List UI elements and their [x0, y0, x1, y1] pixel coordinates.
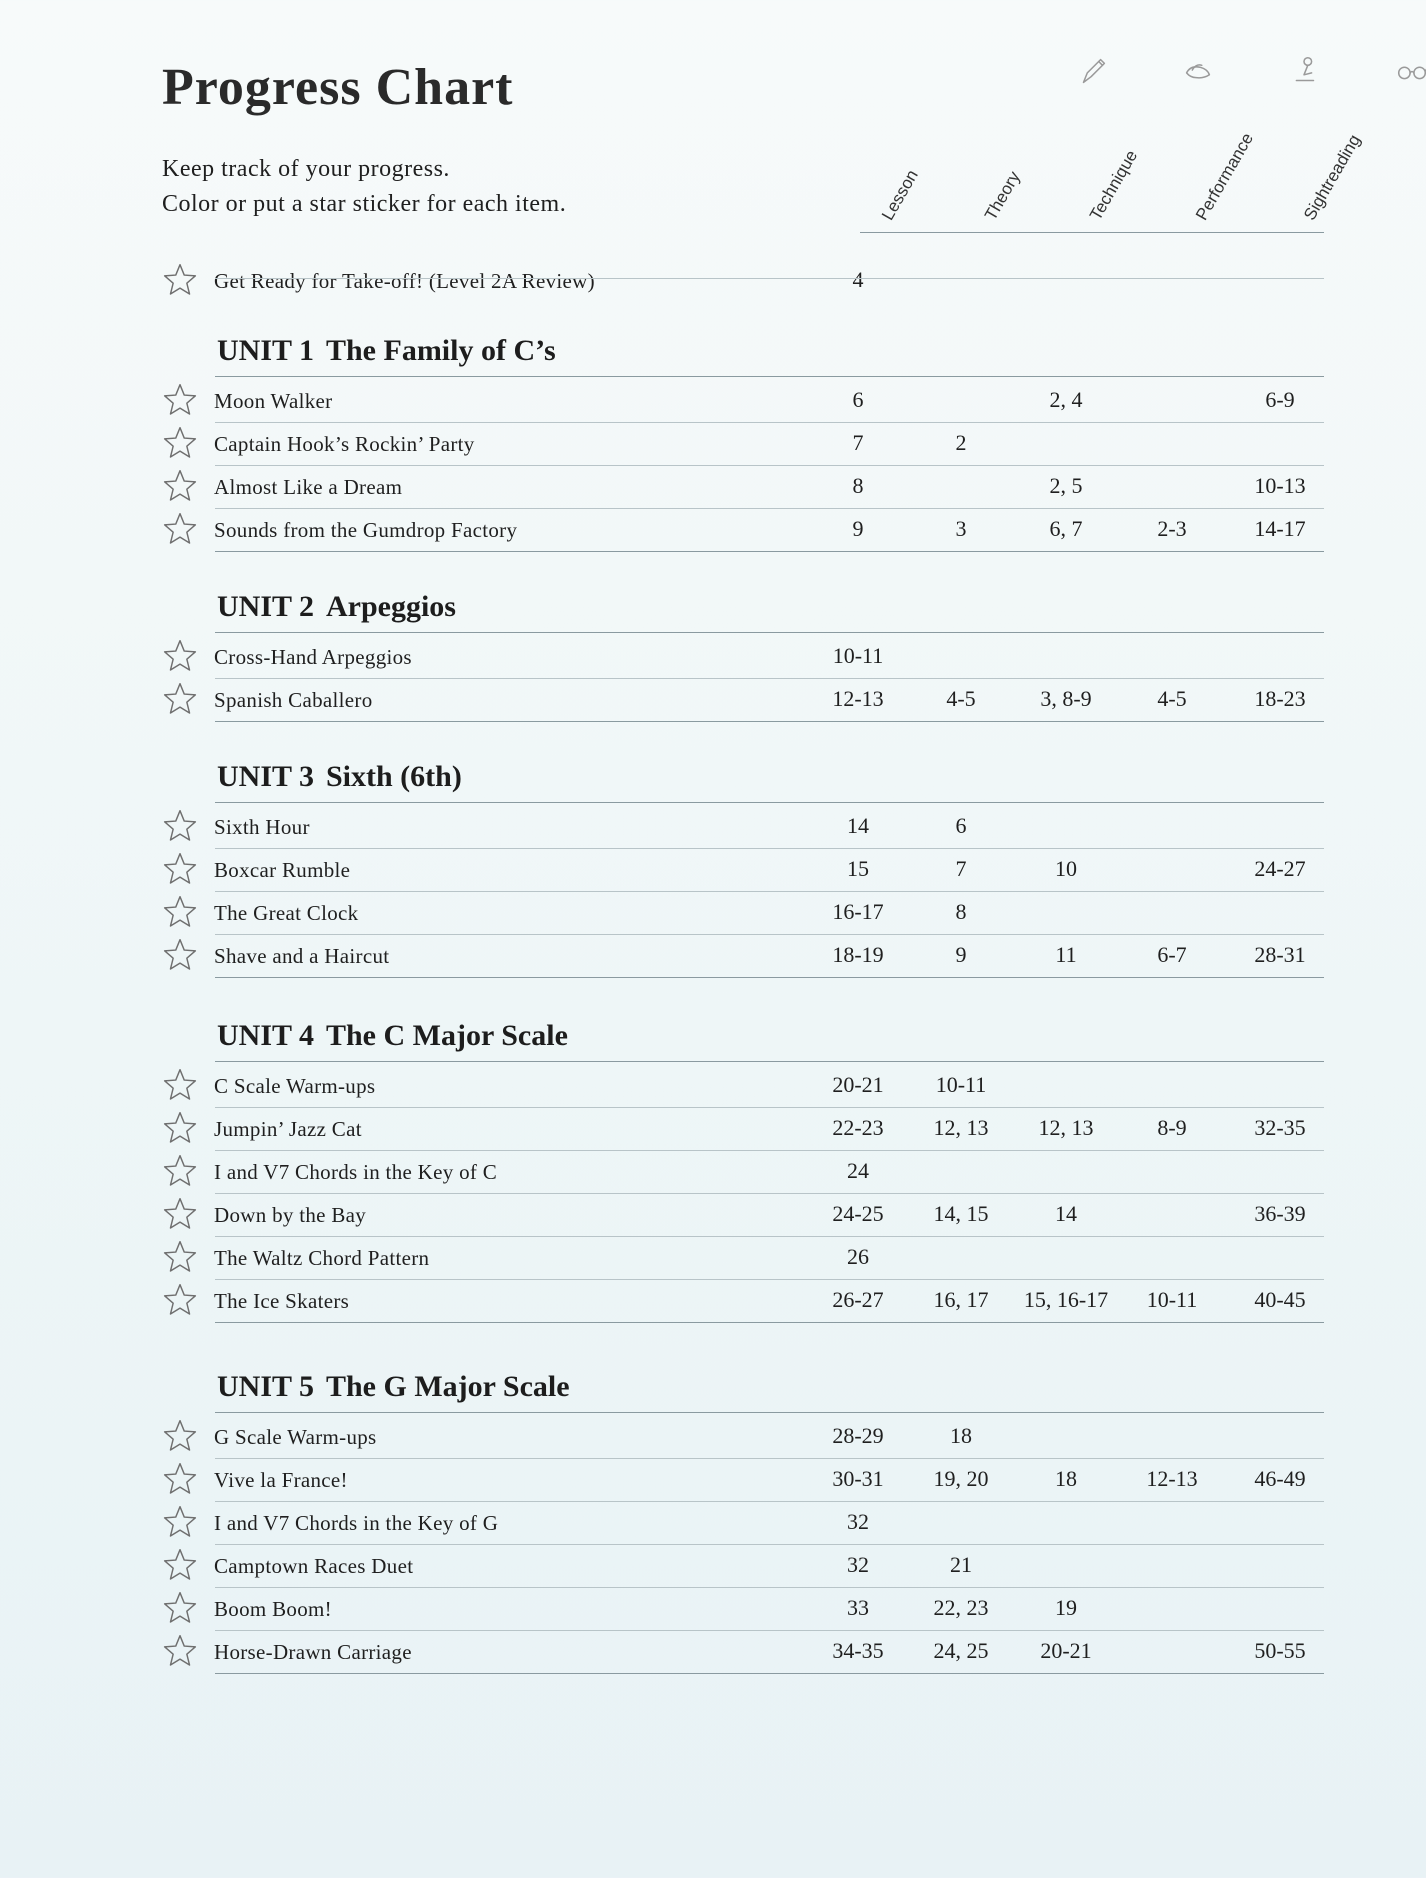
star-icon[interactable] [162, 382, 198, 418]
row-divider [215, 465, 1324, 466]
page-number-performance: 8-9 [1157, 1115, 1187, 1140]
row-divider [215, 1630, 1324, 1631]
page-number-theory: 22, 23 [933, 1595, 989, 1620]
row-divider [215, 977, 1324, 978]
star-icon[interactable] [162, 1196, 198, 1232]
row-divider [215, 678, 1324, 679]
column-header-technique: Technique [1086, 146, 1142, 224]
star-icon[interactable] [162, 1547, 198, 1583]
page-number-technique: 19 [1055, 1595, 1077, 1620]
page-number-technique: 2, 4 [1049, 387, 1083, 412]
unit-name: The Family of C’s [325, 334, 556, 367]
list-item [162, 1504, 1324, 1546]
row-divider [215, 1193, 1324, 1194]
star-icon[interactable] [162, 511, 198, 547]
pencil-icon [1074, 52, 1112, 95]
page-number-sightreading: 24-27 [1254, 856, 1306, 881]
row-divider [215, 1279, 1324, 1280]
song-title: Down by the Bay [214, 1203, 367, 1227]
song-title: C Scale Warm-ups [214, 1074, 376, 1098]
page-number-sightreading: 6-9 [1265, 387, 1295, 412]
list-item [162, 1590, 1324, 1632]
song-title: G Scale Warm-ups [214, 1425, 377, 1449]
page-number-theory: 19, 20 [933, 1466, 989, 1491]
page-number-lesson: 9 [852, 516, 864, 541]
unit-number: UNIT 5 [217, 1370, 314, 1403]
column-header-sightreading: Sightreading [1300, 131, 1365, 224]
star-icon[interactable] [162, 681, 198, 717]
page-number-theory: 21 [950, 1552, 972, 1577]
row-divider [215, 721, 1324, 722]
list-item [162, 808, 1324, 850]
page-number-lesson: 16-17 [832, 899, 884, 924]
song-title: Get Ready for Take-off! (Level 2A Review) [214, 269, 595, 293]
page-number-sightreading: 18-23 [1254, 686, 1306, 711]
star-icon[interactable] [162, 1461, 198, 1497]
list-item [162, 1239, 1324, 1281]
row-divider [215, 376, 1324, 377]
page-number-lesson: 10-11 [832, 643, 884, 668]
page-number-sightreading: 36-39 [1254, 1201, 1306, 1226]
list-item [162, 1067, 1324, 1109]
page-number-lesson: 18-19 [832, 942, 884, 967]
glasses-icon [1393, 52, 1426, 95]
hand-icon [1179, 52, 1217, 95]
unit-name: The C Major Scale [325, 1019, 568, 1052]
page-number-technique: 15, 16-17 [1023, 1287, 1109, 1312]
page-number-sightreading: 50-55 [1254, 1638, 1306, 1663]
page-number-lesson: 4 [852, 267, 864, 292]
page-number-theory: 4-5 [946, 686, 976, 711]
page-number-theory: 18 [950, 1423, 972, 1448]
song-title: Boom Boom! [214, 1597, 332, 1621]
star-icon[interactable] [162, 425, 198, 461]
song-title: Horse-Drawn Carriage [214, 1640, 412, 1664]
page-number-technique: 20-21 [1040, 1638, 1092, 1663]
song-title: Shave and a Haircut [214, 944, 390, 968]
row-divider [215, 1412, 1324, 1413]
song-title: Moon Walker [214, 389, 333, 413]
page-number-theory: 6 [955, 813, 967, 838]
row-divider [215, 1458, 1324, 1459]
list-item [162, 382, 1324, 424]
intro-line: Keep track of your progress. [162, 156, 450, 182]
page-number-lesson: 33 [847, 1595, 869, 1620]
page-number-sightreading: 28-31 [1254, 942, 1306, 967]
page-number-performance: 10-11 [1146, 1287, 1198, 1312]
star-icon[interactable] [162, 851, 198, 887]
page-number-lesson: 32 [847, 1552, 869, 1577]
page-number-performance: 12-13 [1146, 1466, 1198, 1491]
performer-icon [1285, 52, 1323, 95]
page-number-technique: 14 [1055, 1201, 1077, 1226]
star-icon[interactable] [162, 1110, 198, 1146]
page-number-theory: 9 [955, 942, 967, 967]
unit-name: Sixth (6th) [325, 760, 462, 793]
song-title: Camptown Races Duet [214, 1554, 414, 1578]
page-number-performance: 6-7 [1157, 942, 1187, 967]
song-title: The Waltz Chord Pattern [214, 1246, 430, 1270]
page-number-lesson: 6 [852, 387, 864, 412]
list-item [162, 851, 1324, 893]
unit-heading [217, 1370, 570, 1404]
column-header-lesson: Lesson [878, 166, 922, 224]
page-number-theory: 8 [955, 899, 967, 924]
unit-heading [217, 1019, 568, 1053]
unit-number: UNIT 1 [217, 334, 314, 367]
star-icon[interactable] [162, 894, 198, 930]
page-number-technique: 10 [1055, 856, 1077, 881]
star-icon[interactable] [162, 638, 198, 674]
page-number-lesson: 15 [847, 856, 869, 881]
page-number-lesson: 24 [847, 1158, 869, 1183]
star-icon[interactable] [162, 937, 198, 973]
song-title: The Great Clock [214, 901, 359, 925]
row-divider [215, 1501, 1324, 1502]
row-divider [215, 551, 1324, 552]
song-title: The Ice Skaters [214, 1289, 350, 1313]
page-number-lesson: 12-13 [832, 686, 884, 711]
song-title: Almost Like a Dream [214, 475, 403, 499]
page-number-theory: 24, 25 [933, 1638, 989, 1663]
list-item [162, 1633, 1324, 1675]
star-icon[interactable] [162, 1504, 198, 1540]
row-divider [860, 232, 1324, 233]
unit-heading [217, 334, 556, 368]
list-item [162, 638, 1324, 680]
page-number-lesson: 24-25 [832, 1201, 884, 1226]
star-icon[interactable] [162, 1418, 198, 1454]
song-title: Spanish Caballero [214, 688, 373, 712]
page-number-performance: 2-3 [1157, 516, 1187, 541]
star-icon[interactable] [162, 1633, 198, 1669]
page-number-theory: 16, 17 [933, 1287, 989, 1312]
page-number-sightreading: 46-49 [1254, 1466, 1306, 1491]
column-header-theory: Theory [981, 168, 1024, 224]
page-number-lesson: 20-21 [832, 1072, 884, 1097]
unit-number: UNIT 3 [217, 760, 314, 793]
star-icon[interactable] [162, 1153, 198, 1189]
list-item [162, 468, 1324, 510]
star-icon[interactable] [162, 1590, 198, 1626]
page-number-theory: 10-11 [935, 1072, 987, 1097]
page-number-technique: 6, 7 [1049, 516, 1083, 541]
row-divider [215, 934, 1324, 935]
song-title: Sixth Hour [214, 815, 310, 839]
page-number-theory: 12, 13 [933, 1115, 989, 1140]
row-divider [215, 1236, 1324, 1237]
page-number-sightreading: 32-35 [1254, 1115, 1306, 1140]
list-item [162, 262, 1324, 304]
list-item [162, 1153, 1324, 1195]
row-divider [215, 891, 1324, 892]
list-item [162, 1547, 1324, 1589]
page-number-technique: 3, 8-9 [1040, 686, 1092, 711]
row-divider [215, 422, 1324, 423]
list-item [162, 1196, 1324, 1238]
list-item [162, 894, 1324, 936]
row-divider [215, 1107, 1324, 1108]
song-title: I and V7 Chords in the Key of G [214, 1511, 499, 1535]
song-title: Sounds from the Gumdrop Factory [214, 518, 518, 542]
unit-name: Arpeggios [325, 590, 456, 623]
star-icon[interactable] [162, 262, 198, 298]
page-number-theory: 3 [955, 516, 967, 541]
row-divider [215, 1061, 1324, 1062]
unit-heading [217, 760, 462, 794]
unit-name: The G Major Scale [325, 1370, 570, 1403]
page-number-lesson: 7 [852, 430, 864, 455]
intro-line: Color or put a star sticker for each item. [162, 191, 567, 217]
row-divider [215, 278, 1324, 279]
page-number-lesson: 14 [847, 813, 869, 838]
unit-heading [217, 590, 456, 624]
song-title: Captain Hook’s Rockin’ Party [214, 432, 475, 456]
page-number-performance: 4-5 [1157, 686, 1187, 711]
row-divider [215, 1544, 1324, 1545]
page-number-sightreading: 40-45 [1254, 1287, 1306, 1312]
page-number-technique: 11 [1055, 942, 1077, 967]
page-number-lesson: 22-23 [832, 1115, 884, 1140]
page-number-theory: 7 [955, 856, 967, 881]
star-icon[interactable] [162, 1282, 198, 1318]
star-icon[interactable] [162, 468, 198, 504]
page-number-lesson: 26-27 [832, 1287, 884, 1312]
page-number-lesson: 26 [847, 1244, 869, 1269]
row-divider [215, 1150, 1324, 1151]
page-number-lesson: 34-35 [832, 1638, 884, 1663]
song-title: Cross-Hand Arpeggios [214, 645, 412, 669]
column-header-performance: Performance [1192, 129, 1258, 224]
row-divider [215, 1587, 1324, 1588]
page-number-lesson: 28-29 [832, 1423, 884, 1448]
row-divider [215, 1673, 1324, 1674]
page-number-lesson: 32 [847, 1509, 869, 1534]
page-number-technique: 2, 5 [1049, 473, 1083, 498]
row-divider [215, 848, 1324, 849]
page-title: Progress Chart [162, 59, 514, 116]
list-item [162, 425, 1324, 467]
star-icon[interactable] [162, 808, 198, 844]
list-item [162, 1418, 1324, 1460]
song-title: I and V7 Chords in the Key of C [214, 1160, 498, 1184]
row-divider [215, 632, 1324, 633]
page-number-technique: 18 [1055, 1466, 1077, 1491]
page-number-sightreading: 10-13 [1254, 473, 1306, 498]
page-number-lesson: 8 [852, 473, 864, 498]
intro-text [162, 152, 566, 222]
song-title: Vive la France! [214, 1468, 348, 1492]
star-icon[interactable] [162, 1067, 198, 1103]
row-divider [215, 802, 1324, 803]
row-divider [215, 508, 1324, 509]
song-title: Boxcar Rumble [214, 858, 351, 882]
page-number-theory: 2 [955, 430, 967, 455]
page-number-lesson: 30-31 [832, 1466, 884, 1491]
song-title: Jumpin’ Jazz Cat [214, 1117, 362, 1141]
row-divider [215, 1322, 1324, 1323]
page-number-theory: 14, 15 [933, 1201, 989, 1226]
unit-number: UNIT 2 [217, 590, 314, 623]
unit-number: UNIT 4 [217, 1019, 314, 1052]
page-number-sightreading: 14-17 [1254, 516, 1306, 541]
page-number-technique: 12, 13 [1038, 1115, 1094, 1140]
star-icon[interactable] [162, 1239, 198, 1275]
